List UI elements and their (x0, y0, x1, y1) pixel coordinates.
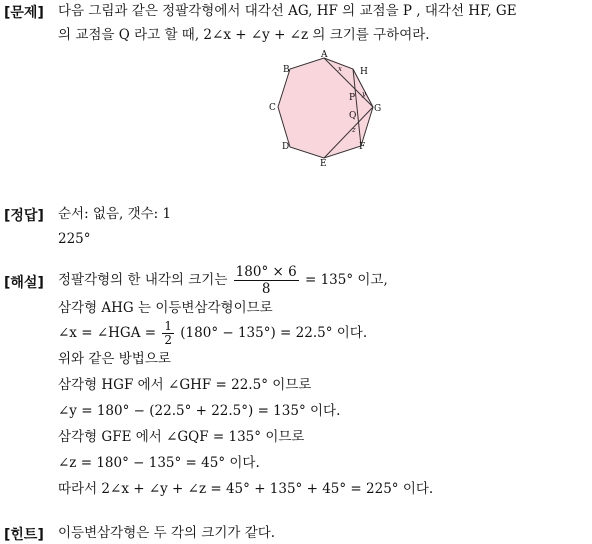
point-label-q: Q (349, 111, 357, 121)
solution-line-1 (58, 262, 388, 298)
angle-label-x: x (338, 65, 342, 73)
vertex-label-h: H (360, 67, 368, 77)
vertex-label-f: F (359, 142, 366, 152)
hint-text: 이등변삼각형은 두 각의 크기가 같다. (58, 525, 276, 541)
half-denominator: 2 (164, 333, 172, 347)
solution-tag: [해설] (4, 275, 44, 291)
half-numerator: 1 (164, 319, 172, 333)
answer-info: 순서: 없음, 갯수: 1 (58, 206, 172, 222)
solution-line-1-prefix: 정팔각형의 한 내각의 크기는 (58, 272, 228, 288)
half-fraction (162, 320, 174, 347)
vertex-label-g: G (374, 104, 382, 114)
hint-tag: [힌트] (4, 527, 44, 543)
solution-line-3 (58, 316, 367, 350)
vertex-label-d: D (282, 142, 290, 152)
answer-value: 225° (58, 231, 91, 247)
solution-line-5: 삼각형 HGF 에서 ∠GHF = 22.5° 이므로 (58, 377, 312, 393)
solution-line-3-suffix: (180° − 135°) = 22.5° 이다. (180, 325, 368, 341)
octagon-figure (266, 50, 396, 168)
problem-tag: [문제] (4, 5, 44, 21)
angle-label-y: y (362, 90, 366, 98)
solution-line-3-prefix: ∠x = ∠HGA = (58, 325, 157, 341)
solution-line-4: 위와 같은 방법으로 (58, 351, 171, 367)
vertex-label-b: B (283, 65, 290, 75)
vertex-label-a: A (321, 50, 328, 60)
angle-label-z: z (352, 126, 356, 134)
solution-line-8: ∠z = 180° − 135° = 45° 이다. (58, 455, 260, 471)
vertex-label-c: C (269, 103, 276, 113)
answer-tag: [정답] (4, 208, 44, 224)
vertex-label-e: E (320, 159, 327, 168)
problem-text-line-2: 의 교점을 Q 라고 할 때, 2∠x + ∠y + ∠z 의 크기를 구하여라. (58, 27, 430, 43)
solution-line-2: 삼각형 AHG 는 이등변삼각형이므로 (58, 300, 273, 316)
point-label-p: P (349, 93, 356, 103)
fraction-denominator: 8 (261, 281, 271, 297)
solution-line-7: 삼각형 GFE 에서 ∠GQF = 135° 이므로 (58, 429, 305, 445)
interior-angle-fraction (234, 264, 299, 297)
fraction-numerator: 180° × 6 (235, 264, 297, 280)
solution-line-1-suffix: = 135° 이고, (304, 272, 388, 288)
problem-text-line-1: 다음 그림과 같은 정팔각형에서 대각선 AG, HF 의 교점을 P , 대각선 HF, GE (58, 3, 517, 19)
solution-line-6: ∠y = 180° − (22.5° + 22.5°) = 135° 이다. (58, 403, 341, 419)
solution-line-9: 따라서 2∠x + ∠y + ∠z = 45° + 135° + 45° = 225° 이다. (58, 481, 434, 497)
